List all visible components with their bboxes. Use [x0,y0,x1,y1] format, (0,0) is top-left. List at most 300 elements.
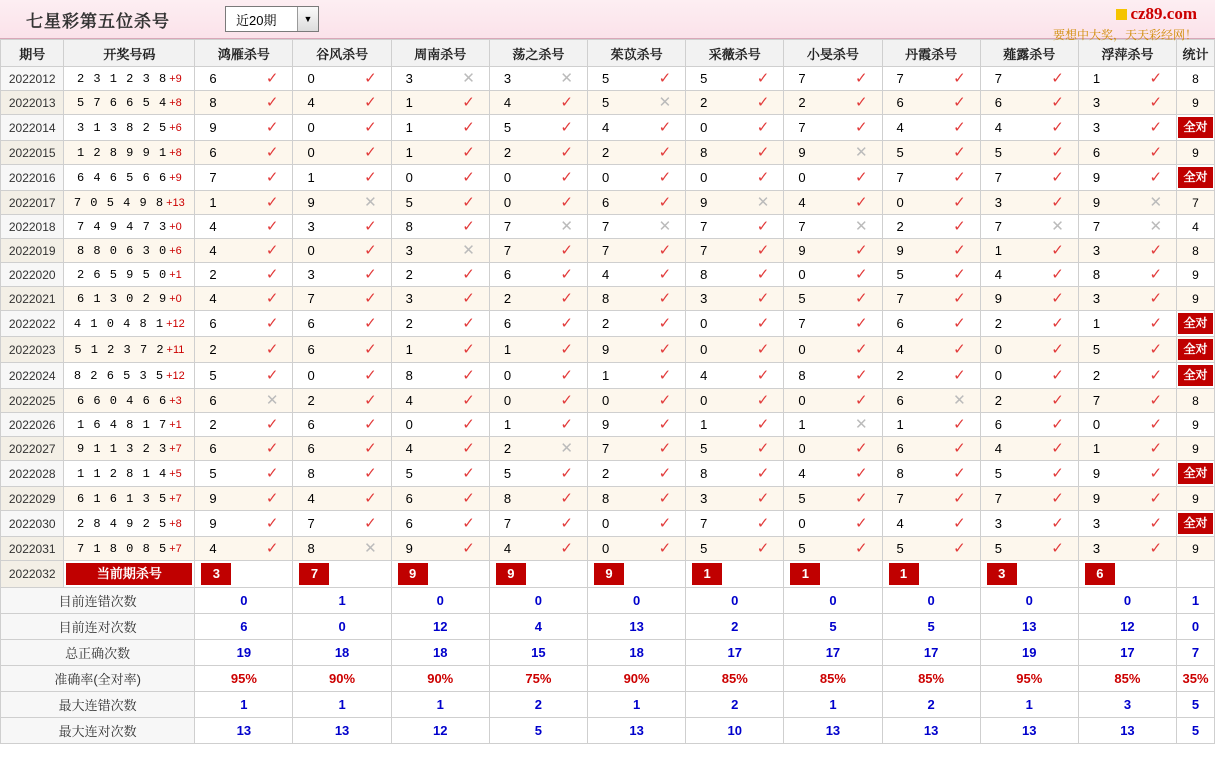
summary-value: 18 [588,640,686,666]
table-row [1,239,1215,263]
period-cell: 2022013 [1,91,64,115]
table-row [1,413,1215,437]
kill-number-cell: 7 ✓ [784,115,882,141]
kill-number-cell: 6 ✓ [1078,141,1176,165]
kill-number-cell: 0 ✓ [588,511,686,537]
table-row [1,437,1215,461]
stat-cell: 全对 [1177,115,1215,141]
kill-number-cell: 4 ✓ [686,363,784,389]
kill-number-cell: 1 ✓ [391,115,489,141]
kill-number-cell: 0 ✓ [588,165,686,191]
kill-number-cell: 6 ✕ [882,389,980,413]
kill-number-cell: 6 ✓ [588,191,686,215]
kill-number-cell: 9 ✓ [195,115,293,141]
current-kill-number-cell: 9 [489,561,587,588]
kill-number-cell: 5 ✓ [686,67,784,91]
kill-number-cell: 2 ✓ [195,413,293,437]
period-select[interactable] [225,6,319,32]
chevron-down-icon[interactable]: ▼ [297,7,318,31]
kill-number-cell: 9 ✓ [588,337,686,363]
kill-number-cell: 7 ✕ [588,215,686,239]
kill-number-cell: 5 ✓ [980,461,1078,487]
kill-number-cell: 3 ✕ [391,239,489,263]
kill-number-cell: 2 ✓ [195,337,293,363]
kill-number-cell: 5 ✓ [489,461,587,487]
draw-code-cell: 8 2 6 5 3 5 +12 [64,363,195,389]
kill-number-cell: 4 ✓ [588,115,686,141]
table-row [1,263,1215,287]
summary-total: 35% [1177,666,1215,692]
kill-number-cell: 8 ✓ [686,461,784,487]
kill-number-cell: 6 ✓ [489,311,587,337]
period-cell: 2022025 [1,389,64,413]
kill-number-cell: 7 ✓ [882,287,980,311]
kill-number-cell: 6 ✓ [195,437,293,461]
kill-number-cell: 1 ✓ [391,91,489,115]
stat-cell: 9 [1177,487,1215,511]
kill-number-cell: 2 ✓ [489,141,587,165]
kill-number-cell: 8 ✓ [489,487,587,511]
table-row [1,487,1215,511]
summary-value: 5 [882,614,980,640]
kill-number-cell: 1 ✓ [1078,437,1176,461]
kill-number-cell: 7 ✕ [980,215,1078,239]
kill-number-cell: 2 ✓ [686,91,784,115]
draw-code-cell: 2 6 5 9 5 0 +1 [64,263,195,287]
summary-value: 12 [1078,614,1176,640]
kill-number-cell: 7 ✓ [293,511,391,537]
summary-value: 17 [1078,640,1176,666]
summary-value: 0 [195,588,293,614]
kill-number-cell: 8 ✓ [195,91,293,115]
period-cell: 2022030 [1,511,64,537]
kill-number-cell: 3 ✓ [1078,91,1176,115]
stat-cell: 全对 [1177,511,1215,537]
kill-number-cell: 6 ✓ [882,91,980,115]
summary-value: 2 [686,614,784,640]
kill-number-cell: 2 ✓ [195,263,293,287]
kill-number-cell: 7 ✓ [195,165,293,191]
kill-number-cell: 1 ✕ [784,413,882,437]
kill-number-cell: 5 ✓ [882,263,980,287]
kill-number-cell: 4 ✓ [195,239,293,263]
kill-number-cell: 1 ✓ [882,413,980,437]
current-kill-number-cell: 1 [882,561,980,588]
kill-number-cell: 2 ✓ [588,141,686,165]
draw-code-cell: 4 1 0 4 8 1 +12 [64,311,195,337]
current-kill-number-cell: 7 [293,561,391,588]
summary-value: 85% [1078,666,1176,692]
period-cell: 2022022 [1,311,64,337]
kill-number-cell: 0 ✓ [293,363,391,389]
kill-number-cell: 7 ✓ [686,511,784,537]
kill-number-cell: 4 ✓ [980,115,1078,141]
kill-number-table [0,39,1215,744]
kill-number-cell: 3 ✓ [686,487,784,511]
draw-code-cell: 6 6 0 4 6 6 +3 [64,389,195,413]
period-cell: 2022026 [1,413,64,437]
kill-number-cell: 5 ✓ [588,67,686,91]
summary-value: 0 [882,588,980,614]
summary-value: 13 [293,718,391,744]
kill-number-cell: 8 ✕ [293,537,391,561]
kill-number-cell: 5 ✓ [195,461,293,487]
kill-number-cell: 0 ✓ [293,239,391,263]
summary-value: 17 [784,640,882,666]
kill-number-cell: 9 ✓ [1078,487,1176,511]
kill-number-cell: 8 ✓ [882,461,980,487]
column-header-4: 周南杀号 [391,40,489,67]
kill-number-cell: 1 ✓ [1078,311,1176,337]
kill-number-cell: 5 ✓ [784,487,882,511]
summary-value: 17 [686,640,784,666]
kill-number-cell: 6 ✓ [882,311,980,337]
summary-label: 准确率(全对率) [1,666,195,692]
draw-code-cell: 2 3 1 2 3 8 +9 [64,67,195,91]
kill-number-cell: 2 ✓ [489,287,587,311]
summary-value: 90% [588,666,686,692]
summary-value: 90% [391,666,489,692]
column-header-1: 开奖号码 [64,40,195,67]
summary-total: 7 [1177,640,1215,666]
kill-number-cell: 9 ✕ [1078,191,1176,215]
kill-number-cell: 7 ✕ [784,215,882,239]
summary-value: 95% [195,666,293,692]
draw-code-cell: 7 4 9 4 7 3 +0 [64,215,195,239]
period-cell: 2022029 [1,487,64,511]
table-row [1,165,1215,191]
stat-cell: 4 [1177,215,1215,239]
kill-number-cell: 5 ✓ [391,191,489,215]
summary-value: 5 [489,718,587,744]
kill-number-cell: 5 ✓ [1078,337,1176,363]
summary-value: 18 [293,640,391,666]
kill-number-cell: 4 ✓ [293,91,391,115]
draw-code-cell: 2 8 4 9 2 5 +8 [64,511,195,537]
kill-number-cell: 4 ✓ [489,537,587,561]
kill-number-cell: 3 ✓ [980,191,1078,215]
table-row [1,537,1215,561]
kill-number-cell: 8 ✓ [391,215,489,239]
kill-number-cell: 0 ✓ [980,363,1078,389]
kill-number-cell: 0 ✓ [784,337,882,363]
summary-value: 3 [1078,692,1176,718]
kill-number-cell: 0 ✓ [1078,413,1176,437]
summary-value: 2 [489,692,587,718]
draw-code-cell: 7 0 5 4 9 8 +13 [64,191,195,215]
kill-number-cell: 8 ✓ [784,363,882,389]
kill-number-cell: 7 ✓ [980,165,1078,191]
draw-code-cell: 8 8 0 6 3 0 +6 [64,239,195,263]
kill-number-cell: 8 ✓ [391,363,489,389]
kill-number-cell: 7 ✓ [686,215,784,239]
summary-value: 13 [980,614,1078,640]
kill-number-cell: 3 ✓ [293,263,391,287]
kill-number-cell: 0 ✓ [686,337,784,363]
summary-label: 目前连对次数 [1,614,195,640]
kill-number-cell: 0 ✓ [588,389,686,413]
column-header-0: 期号 [1,40,64,67]
column-header-3: 谷风杀号 [293,40,391,67]
kill-number-cell: 4 ✓ [391,389,489,413]
kill-number-cell: 3 ✓ [1078,537,1176,561]
summary-value: 0 [784,588,882,614]
table-row [1,91,1215,115]
summary-value: 1 [391,692,489,718]
kill-number-cell: 4 ✓ [980,263,1078,287]
period-cell: 2022028 [1,461,64,487]
stat-cell: 全对 [1177,337,1215,363]
kill-number-cell: 0 ✓ [784,511,882,537]
summary-row [1,640,1215,666]
kill-number-cell: 3 ✓ [980,511,1078,537]
summary-value: 0 [293,614,391,640]
kill-number-cell: 1 ✓ [195,191,293,215]
kill-number-cell: 3 ✓ [1078,511,1176,537]
summary-value: 95% [980,666,1078,692]
stat-cell: 8 [1177,239,1215,263]
current-kill-number-cell: 3 [195,561,293,588]
kill-number-cell: 1 ✓ [1078,67,1176,91]
summary-value: 1 [588,692,686,718]
kill-number-cell: 1 ✓ [391,337,489,363]
kill-number-cell: 4 ✓ [293,487,391,511]
summary-value: 13 [882,718,980,744]
kill-number-cell: 2 ✕ [489,437,587,461]
kill-number-cell: 8 ✓ [686,263,784,287]
period-cell: 2022017 [1,191,64,215]
kill-number-cell: 0 ✓ [391,413,489,437]
period-cell: 2022027 [1,437,64,461]
kill-number-cell: 0 ✓ [293,115,391,141]
summary-value: 18 [391,640,489,666]
kill-number-cell: 6 ✓ [293,413,391,437]
kill-number-cell: 4 ✓ [195,287,293,311]
kill-number-cell: 3 ✓ [686,287,784,311]
kill-number-cell: 6 ✕ [195,389,293,413]
kill-number-cell: 0 ✓ [293,67,391,91]
summary-value: 6 [195,614,293,640]
stat-cell: 8 [1177,67,1215,91]
kill-number-cell: 0 ✓ [686,311,784,337]
draw-code-cell: 7 1 8 0 8 5 +7 [64,537,195,561]
period-cell: 2022012 [1,67,64,91]
summary-row [1,588,1215,614]
kill-number-cell: 3 ✓ [1078,239,1176,263]
kill-number-cell: 9 ✓ [1078,461,1176,487]
kill-number-cell: 5 ✓ [195,363,293,389]
current-kill-number-cell: 1 [686,561,784,588]
current-period-row [1,561,1215,588]
kill-number-cell: 9 ✕ [686,191,784,215]
summary-total: 1 [1177,588,1215,614]
kill-number-cell: 6 ✓ [489,263,587,287]
kill-number-cell: 5 ✓ [686,537,784,561]
kill-number-cell: 4 ✓ [882,115,980,141]
column-header-6: 茱苡杀号 [588,40,686,67]
kill-number-cell: 1 ✓ [391,141,489,165]
stat-cell: 全对 [1177,311,1215,337]
summary-value: 0 [1078,588,1176,614]
summary-value: 4 [489,614,587,640]
summary-value: 19 [195,640,293,666]
kill-number-cell: 7 ✕ [489,215,587,239]
summary-value: 1 [195,692,293,718]
period-cell: 2022031 [1,537,64,561]
summary-value: 0 [686,588,784,614]
kill-number-cell: 5 ✓ [882,141,980,165]
current-kill-number-cell: 9 [588,561,686,588]
kill-number-cell: 7 ✓ [980,487,1078,511]
summary-value: 12 [391,718,489,744]
kill-number-cell: 5 ✓ [980,141,1078,165]
summary-row [1,718,1215,744]
period-cell: 2022015 [1,141,64,165]
promo-slogan: 要想中大奖，天天彩经网！ [1052,28,1197,42]
summary-value: 1 [980,692,1078,718]
kill-number-cell: 0 ✓ [391,165,489,191]
stat-cell: 全对 [1177,363,1215,389]
summary-total: 0 [1177,614,1215,640]
current-period-cell: 2022032 [1,561,64,588]
kill-number-cell: 7 ✓ [980,67,1078,91]
table-row [1,191,1215,215]
promo-block [1053,4,1197,43]
period-cell: 2022024 [1,363,64,389]
table-row [1,363,1215,389]
draw-code-cell: 1 1 2 8 1 4 +5 [64,461,195,487]
summary-total: 5 [1177,692,1215,718]
summary-label: 最大连错次数 [1,692,195,718]
table-row [1,115,1215,141]
table-row [1,67,1215,91]
kill-number-cell: 0 ✓ [980,337,1078,363]
table-header-row [1,40,1215,67]
stat-cell: 7 [1177,191,1215,215]
summary-value: 13 [588,718,686,744]
kill-number-cell: 4 ✓ [784,191,882,215]
kill-number-cell: 4 ✓ [489,91,587,115]
page-title: 七星彩第五位杀号 [26,11,170,31]
kill-number-cell: 6 ✓ [391,487,489,511]
draw-code-cell: 1 6 4 8 1 7 +1 [64,413,195,437]
summary-value: 2 [882,692,980,718]
summary-value: 10 [686,718,784,744]
kill-number-cell: 6 ✓ [195,311,293,337]
kill-number-cell: 0 ✓ [489,191,587,215]
period-select-value: 近20期 [236,12,277,28]
table-row [1,287,1215,311]
kill-number-cell: 6 ✓ [293,337,391,363]
kill-number-cell: 5 ✓ [489,115,587,141]
kill-number-cell: 5 ✓ [686,437,784,461]
summary-value: 15 [489,640,587,666]
kill-number-cell: 1 ✓ [489,413,587,437]
kill-number-cell: 1 ✓ [489,337,587,363]
period-cell: 2022014 [1,115,64,141]
summary-value: 13 [588,614,686,640]
kill-number-cell: 4 ✓ [588,263,686,287]
kill-number-cell: 6 ✓ [195,67,293,91]
kill-number-cell: 2 ✓ [882,215,980,239]
table-row [1,389,1215,413]
kill-number-cell: 7 ✓ [489,239,587,263]
summary-value: 85% [784,666,882,692]
kill-number-cell: 4 ✓ [195,537,293,561]
kill-number-cell: 0 ✓ [882,191,980,215]
draw-code-cell: 1 2 8 9 9 1 +8 [64,141,195,165]
kill-number-cell: 8 ✓ [686,141,784,165]
summary-value: 85% [686,666,784,692]
kill-number-cell: 0 ✓ [784,389,882,413]
kill-number-cell: 9 ✕ [784,141,882,165]
summary-value: 1 [293,692,391,718]
kill-number-cell: 9 ✓ [391,537,489,561]
period-cell: 2022019 [1,239,64,263]
summary-value: 13 [195,718,293,744]
kill-number-cell: 4 ✓ [980,437,1078,461]
kill-number-cell: 0 ✓ [686,389,784,413]
kill-number-cell: 3 ✕ [391,67,489,91]
summary-value: 85% [882,666,980,692]
period-cell: 2022023 [1,337,64,363]
kill-number-cell: 1 ✓ [588,363,686,389]
kill-number-cell: 2 ✓ [980,311,1078,337]
summary-value: 17 [882,640,980,666]
kill-number-cell: 6 ✓ [882,437,980,461]
summary-value: 75% [489,666,587,692]
stat-cell: 9 [1177,287,1215,311]
table-row [1,141,1215,165]
kill-number-cell: 0 ✓ [686,115,784,141]
kill-number-cell: 4 ✓ [882,337,980,363]
stat-cell: 9 [1177,437,1215,461]
kill-number-cell: 4 ✓ [195,215,293,239]
column-header-9: 丹霞杀号 [882,40,980,67]
kill-number-cell: 7 ✓ [784,67,882,91]
period-cell: 2022016 [1,165,64,191]
stat-cell: 9 [1177,413,1215,437]
current-kill-number-cell: 6 [1078,561,1176,588]
column-header-7: 采薇杀号 [686,40,784,67]
current-kill-number-cell: 9 [391,561,489,588]
kill-number-cell: 7 ✓ [686,239,784,263]
kill-number-cell: 7 ✕ [1078,215,1176,239]
summary-value: 5 [784,614,882,640]
summary-label: 总正确次数 [1,640,195,666]
column-header-11: 浮萍杀号 [1078,40,1176,67]
kill-number-cell: 9 ✓ [784,239,882,263]
stat-cell: 9 [1177,141,1215,165]
kill-number-cell: 9 ✓ [588,413,686,437]
summary-value: 19 [980,640,1078,666]
kill-number-cell: 2 ✓ [980,389,1078,413]
kill-number-cell: 2 ✓ [1078,363,1176,389]
draw-code-cell: 6 1 6 1 3 5 +7 [64,487,195,511]
stat-cell: 全对 [1177,461,1215,487]
kill-number-cell: 0 ✓ [293,141,391,165]
stat-cell: 9 [1177,537,1215,561]
kill-number-cell: 0 ✓ [588,537,686,561]
kill-number-cell: 7 ✓ [882,165,980,191]
summary-value: 2 [686,692,784,718]
kill-number-cell: 7 ✓ [882,67,980,91]
summary-row [1,614,1215,640]
kill-number-cell: 3 ✓ [1078,115,1176,141]
summary-value: 0 [980,588,1078,614]
site-logo-text: cz89.com [1130,4,1197,23]
kill-number-cell: 2 ✓ [391,263,489,287]
